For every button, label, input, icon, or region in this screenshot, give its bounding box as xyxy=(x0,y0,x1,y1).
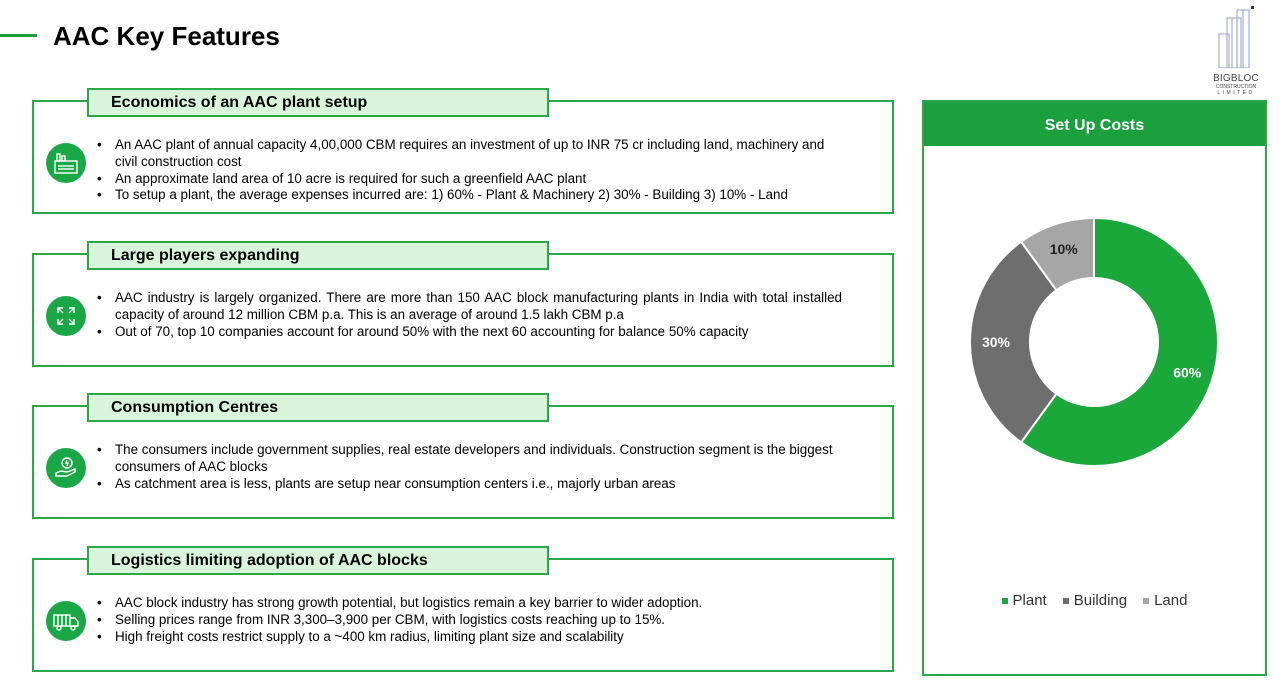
data-label-land: 10% xyxy=(1049,240,1078,257)
chart-title: Set Up Costs xyxy=(924,102,1265,146)
data-label-building: 30% xyxy=(981,334,1011,350)
logo-sub2: LIMITED xyxy=(1217,90,1255,96)
bullet-item: • As catchment area is less, plants are setup near consumption centers i.e., majorly urban areas xyxy=(97,476,842,493)
section-logistics xyxy=(32,552,894,672)
logo-name: BIGBLOC xyxy=(1213,73,1259,84)
legend-swatch-plant xyxy=(1002,598,1008,604)
donut-chart xyxy=(924,152,1265,552)
legend-item-plant xyxy=(1002,592,1047,609)
bullet-item: • Out of 70, top 10 companies account for around 50% with the next 60 accounting for balance 50% capacity xyxy=(97,324,842,341)
section-consumption xyxy=(32,399,894,519)
legend-item-building xyxy=(1063,592,1127,609)
bullet-item: • To setup a plant, the average expenses incurred are: 1) 60% - Plant & Machinery 2) 30% - Building 3) 10% - Land xyxy=(97,187,842,204)
company-logo xyxy=(1206,4,1266,100)
building-logo-icon xyxy=(1213,4,1259,68)
bullet-item: • An approximate land area of 10 acre is required for such a greenfield AAC plant xyxy=(97,171,842,188)
bullet-item: • AAC industry is largely organized. There are more than 150 AAC block manufacturing plants in India with total installed capacity of around 12 million CBM p.a. This is an average of around 1.5 lakh CBM p.a xyxy=(97,290,842,324)
expand-arrows-icon xyxy=(46,296,86,336)
section-heading: Consumption Centres xyxy=(87,393,549,422)
legend-label-building: Building xyxy=(1073,592,1128,609)
section-economics xyxy=(32,94,894,214)
legend-swatch-building xyxy=(1063,598,1069,604)
page-title: AAC Key Features xyxy=(53,21,280,51)
bullet-item: • The consumers include government supplies, real estate developers and individuals. Construction segment is the biggest consumers of AAC blocks xyxy=(97,442,842,476)
setup-costs-chart-panel xyxy=(922,100,1267,676)
bullet-item: • An AAC plant of annual capacity 4,00,000 CBM requires an investment of up to INR 75 cr including land, machinery and civil construction cost xyxy=(97,137,842,171)
data-label-plant: 60% xyxy=(1173,364,1202,381)
legend-swatch-land xyxy=(1143,598,1149,604)
chart-legend xyxy=(924,592,1265,609)
legend-label-land: Land xyxy=(1154,592,1188,609)
bullet-item: • High freight costs restrict supply to a ~400 km radius, limiting plant size and scalability xyxy=(97,629,842,646)
section-heading: Economics of an AAC plant setup xyxy=(87,88,549,117)
section-large-players xyxy=(32,247,894,367)
title-accent-bar xyxy=(0,34,37,37)
section-heading: Large players expanding xyxy=(87,241,549,270)
truck-icon xyxy=(46,601,86,641)
section-heading: Logistics limiting adoption of AAC blocks xyxy=(87,546,549,575)
logo-sub: CONSTRUCTION xyxy=(1215,84,1257,90)
factory-icon xyxy=(46,143,86,183)
legend-item-land xyxy=(1143,592,1187,609)
hand-coin-icon xyxy=(46,448,86,488)
legend-label-plant: Plant xyxy=(1012,592,1047,609)
bullet-item: • Selling prices range from INR 3,300–3,900 per CBM, with logistics costs reaching up to 15%. xyxy=(97,612,842,629)
bullet-item: • AAC block industry has strong growth potential, but logistics remain a key barrier to wider adoption. xyxy=(97,595,842,612)
